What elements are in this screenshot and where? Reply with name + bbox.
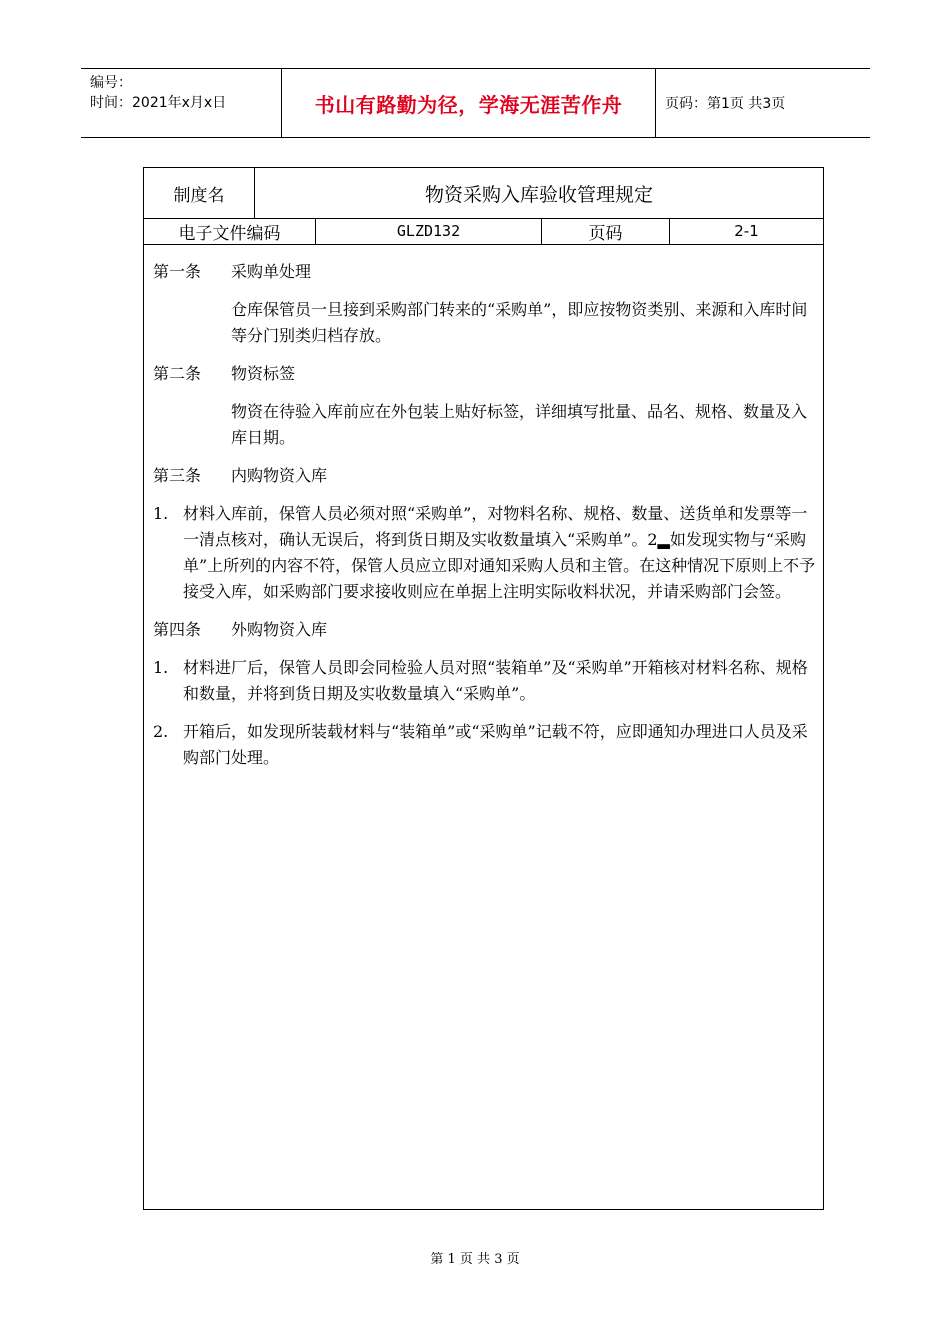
document-title: 物资采购入库验收管理规定 (254, 168, 823, 218)
item-number: 2. (153, 722, 169, 741)
file-code-value: GLZD132 (315, 218, 541, 244)
article-heading: 内购物资入库 (231, 466, 328, 485)
article-heading: 外购物资入库 (231, 620, 328, 639)
regulation-content (153, 259, 817, 783)
item-number: 1. (153, 658, 169, 677)
file-code-label: 电子文件编码 (178, 223, 281, 244)
article-number: 第二条 (153, 364, 202, 383)
article-paragraph: 仓库保管员一旦接到采购部门转来的“采购单”，即应按物资类别、来源和入库时间等分门别类归档存放。 (231, 300, 808, 345)
page-header (81, 68, 870, 138)
regulation-form (143, 167, 824, 1210)
article-heading: 物资标签 (231, 364, 296, 383)
page-footer: 第 1 页 共 3 页 (430, 1252, 520, 1267)
list-item (153, 719, 817, 771)
number-label: 编号： (90, 75, 132, 91)
header-page-info: 页码：第1页 共3页 (665, 96, 786, 112)
item-text: 材料进厂后，保管人员即会同检验人员对照“装箱单”及“采购单”开箱核对材料名称、规格和数量，并将到货日期及实收数量填入“采购单”。 (183, 658, 808, 703)
section-heading (153, 259, 817, 285)
list-item (153, 501, 817, 605)
item-text: 材料入库前，保管人员必须对照“采购单”，对物料名称、规格、数量、送货单和发票等一一清点核对，确认无误后，将到货日期及实收数量填入“采购单”。2▂如发现实物与“采购单”上所列的内容不符，保管人员应立即对通知采购人员和主管。在这种情况下原则上不予接受入库，如采购部门要求接收则应在单据上注明实际收料状况，并请采购部门会签。 (183, 504, 816, 601)
section-heading (153, 463, 817, 489)
section-heading (153, 617, 817, 643)
list-item (153, 655, 817, 707)
header-motto-cell (281, 69, 656, 137)
article-heading: 采购单处理 (231, 262, 312, 281)
header-meta (81, 69, 281, 137)
time-label: 时间：2021年x月x日 (90, 95, 227, 111)
item-text: 开箱后，如发现所装载材料与“装箱单”或“采购单”记载不符，应即通知办理进口人员及采购部门处理。 (183, 722, 808, 767)
article-number: 第一条 (153, 262, 202, 281)
code-row (144, 218, 823, 245)
article-number: 第四条 (153, 620, 202, 639)
article-number: 第三条 (153, 466, 202, 485)
motto-text: 书山有路勤为径，学海无涯苦作舟 (314, 92, 623, 117)
page-label: 页码 (541, 218, 669, 244)
item-number: 1. (153, 504, 169, 523)
section-heading (153, 361, 817, 387)
name-label: 制度名 (173, 185, 225, 206)
title-row (144, 168, 823, 219)
article-paragraph: 物资在待验入库前应在外包装上贴好标签，详细填写批量、品名、规格、数量及入库日期。 (231, 402, 808, 447)
page-value: 2-1 (669, 218, 823, 244)
header-page-cell (655, 69, 870, 137)
